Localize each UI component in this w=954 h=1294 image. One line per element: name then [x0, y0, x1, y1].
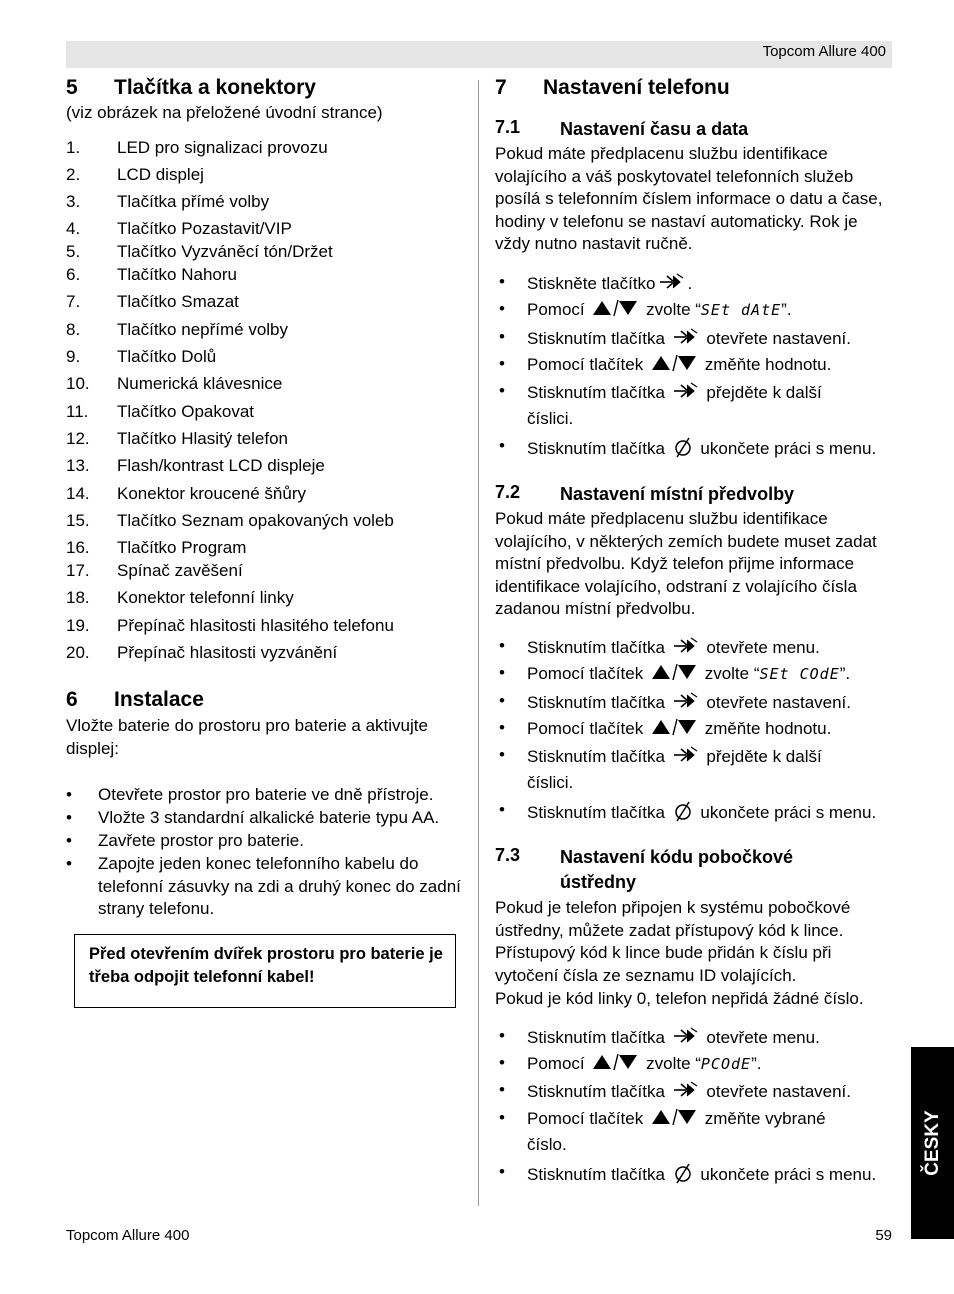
- list-item-number: 5.: [66, 242, 81, 261]
- list-item-text: LED pro signalizaci provozu: [117, 138, 328, 157]
- bullet: •: [66, 808, 72, 827]
- list-item-number: 6.: [66, 265, 81, 284]
- list-item-text: Tlačítko Pozastavit/VIP: [117, 219, 292, 238]
- list-item-number: 13.: [66, 456, 90, 475]
- section-6-heading: 6 Instalace: [66, 688, 204, 711]
- warning-box: [74, 934, 456, 1008]
- menu-key-icon: [673, 745, 699, 770]
- warning-text: Před otevřením dvířek prostoru pro baterie je třeba odpojit telefonní kabel!: [89, 945, 443, 986]
- list-item-number: 19.: [66, 616, 90, 635]
- list-item-text: Tlačítka přímé volby: [117, 192, 270, 211]
- list-item-text: Tlačítko Nahoru: [117, 265, 237, 284]
- list-item-text: Vložte 3 standardní alkalické baterie typu AA.: [98, 808, 440, 827]
- list-item-number: 9.: [66, 347, 81, 366]
- up-down-arrows-icon: [651, 1108, 697, 1131]
- exit-key-icon: [673, 1162, 693, 1189]
- up-down-arrows-icon: [651, 663, 697, 686]
- list-item-text: Tlačítko Dolů: [117, 347, 217, 366]
- list-item-text: Flash/kontrast LCD displeje: [117, 456, 325, 475]
- list-item-number: 8.: [66, 320, 81, 339]
- section-7-1-intro: Pokud máte předplacenu službu identifikace volajícího a váš poskytovatel telefonních služeb posílá s telefonním číslem informace o datu a čase, hodiny v telefonu se nastaví automaticky. Rok je vždy nutno nastavit ručně.: [495, 144, 883, 254]
- up-down-arrows-icon: [592, 299, 638, 322]
- section-6-intro: Vložte baterie do prostoru pro baterie a aktivujte displej:: [66, 716, 428, 758]
- bullet: •: [66, 854, 72, 873]
- list-item-number: 10.: [66, 374, 90, 393]
- list-item-number: 4.: [66, 219, 81, 238]
- list-item-text: Přepínač hlasitosti hlasitého telefonu: [117, 616, 394, 635]
- lcd-text: PCOdE: [700, 1054, 752, 1073]
- list-item-text: Tlačítko Opakovat: [117, 402, 255, 421]
- menu-key-icon: [659, 272, 685, 297]
- menu-key-icon: [673, 1080, 699, 1105]
- list-item-number: 2.: [66, 165, 81, 184]
- menu-key-icon: [673, 691, 699, 716]
- list-item-number: 14.: [66, 484, 90, 503]
- menu-key-icon: [673, 636, 699, 661]
- list-item-text: Otevřete prostor pro baterie ve dně přístroje.: [98, 785, 434, 804]
- list-item-number: 1.: [66, 138, 81, 157]
- list-item-text: Přepínač hlasitosti vyzvánění: [117, 643, 338, 662]
- list-item-number: 16.: [66, 538, 90, 557]
- column-divider: [478, 80, 479, 1206]
- list-item-number: 15.: [66, 511, 90, 530]
- menu-key-icon: [673, 381, 699, 406]
- list-item-text: Tlačítko Smazat: [117, 292, 239, 311]
- page-number: 59: [875, 1227, 892, 1244]
- up-down-arrows-icon: [651, 718, 697, 741]
- list-item-text: Konektor telefonní linky: [117, 588, 294, 607]
- list-item-number: 7.: [66, 292, 81, 311]
- lcd-text: SEt COdE: [759, 664, 840, 683]
- list-item-text: Spínač zavěšení: [117, 561, 243, 580]
- list-item-number: 20.: [66, 643, 90, 662]
- header-bar: [66, 41, 892, 68]
- menu-key-icon: [673, 327, 699, 352]
- section-7-3-intro: Pokud je telefon připojen k systému pobočkové ústředny, můžete zadat přístupový kód k lince. Přístupový kód k lince bude přidán k číslu při vytočení čísla ze seznamu ID volajících.: [495, 898, 851, 985]
- up-down-arrows-icon: [651, 354, 697, 377]
- exit-key-icon: [673, 436, 693, 463]
- header-product: Topcom Allure 400: [762, 43, 886, 60]
- list-item-text: Tlačítko Seznam opakovaných voleb: [117, 511, 394, 530]
- list-item-text: Zavřete prostor pro baterie.: [98, 831, 304, 850]
- section-5-subtitle: (viz obrázek na přeložené úvodní strance): [66, 103, 383, 122]
- section-7-2-intro: Pokud máte předplacenu službu identifikace volajícího, v některých zemích budete muset zadat místní předvolbu. Když telefon přijme informace identifikace volajícího, odstraní z volajícího čísla zadanou místní předvolbu.: [495, 509, 877, 619]
- list-item-text: LCD displej: [117, 165, 204, 184]
- menu-key-icon: [673, 1026, 699, 1051]
- list-item-text: Zapojte jeden konec telefonního kabelu do telefonní zásuvky na zdi a druhý konec do zadní strany telefonu.: [98, 854, 461, 919]
- section-7-3-intro-2: Pokud je kód linky 0, telefon nepřidá žádné číslo.: [495, 989, 864, 1008]
- language-tab: [911, 1047, 954, 1239]
- list-item-number: 11.: [66, 402, 89, 421]
- list-item-number: 12.: [66, 429, 90, 448]
- list-item-text: Tlačítko Hlasitý telefon: [117, 429, 289, 448]
- bullet: •: [66, 831, 72, 850]
- up-down-arrows-icon: [592, 1053, 638, 1076]
- list-item-number: 3.: [66, 192, 81, 211]
- lcd-text: SEt dAtE: [700, 300, 782, 319]
- list-item-number: 17.: [66, 561, 90, 580]
- list-item-text: Konektor kroucené šňůry: [117, 484, 306, 503]
- list-item-text: Tlačítko nepřímé volby: [117, 320, 289, 339]
- list-item-text: Tlačítko Program: [117, 538, 247, 557]
- bullet: •: [66, 785, 72, 804]
- footer-product: Topcom Allure 400: [66, 1227, 190, 1244]
- section-7-heading: 7 Nastavení telefonu: [495, 76, 730, 99]
- list-item-text: Tlačítko Vyzváněcí tón/Držet: [117, 242, 333, 261]
- language-tab-label: ČESKY: [921, 1110, 943, 1176]
- list-item-number: 18.: [66, 588, 90, 607]
- list-item-text: Numerická klávesnice: [117, 374, 283, 393]
- exit-key-icon: [673, 800, 693, 827]
- section-5-heading: 5 Tlačítka a konektory: [66, 76, 316, 99]
